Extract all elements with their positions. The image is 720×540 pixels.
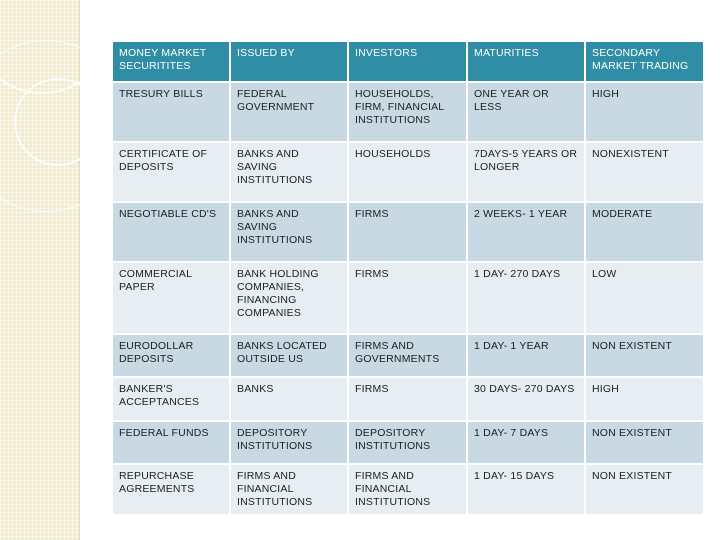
table-cell: 1 DAY- 270 DAYS: [468, 263, 584, 333]
table-cell: FIRMS AND FINANCIAL INSTITUTIONS: [349, 465, 466, 514]
table-row: [113, 83, 703, 141]
table-cell: FEDERAL GOVERNMENT: [231, 83, 347, 141]
table-cell: HOUSEHOLDS, FIRM, FINANCIAL INSTITUTIONS: [349, 83, 466, 141]
table-cell: BANKS LOCATED OUTSIDE US: [231, 335, 347, 376]
table-cell: 1 DAY- 1 YEAR: [468, 335, 584, 376]
table-cell: FIRMS: [349, 203, 466, 261]
table-cell: DEPOSITORY INSTITUTIONS: [231, 422, 347, 463]
column-header: MATURITIES: [468, 42, 584, 81]
table-cell: NON EXISTENT: [586, 335, 703, 376]
table-cell: BANKS AND SAVING INSTITUTIONS: [231, 203, 347, 261]
table-row: [113, 422, 703, 463]
table-cell: FIRMS AND GOVERNMENTS: [349, 335, 466, 376]
table-cell: COMMERCIAL PAPER: [113, 263, 229, 333]
table-cell: FIRMS: [349, 378, 466, 420]
table-cell: 30 DAYS- 270 DAYS: [468, 378, 584, 420]
table-cell: HIGH: [586, 83, 703, 141]
table-cell: REPURCHASE AGREEMENTS: [113, 465, 229, 514]
table-cell: LOW: [586, 263, 703, 333]
column-header: SECONDARY MARKET TRADING: [586, 42, 703, 81]
table-cell: NONEXISTENT: [586, 143, 703, 201]
table-row: [113, 143, 703, 201]
table-cell: BANK HOLDING COMPANIES, FINANCING COMPANIES: [231, 263, 347, 333]
decorative-side-panel: [0, 0, 80, 540]
table-cell: TRESURY BILLS: [113, 83, 229, 141]
table-cell: BANKS: [231, 378, 347, 420]
table-row: [113, 263, 703, 333]
table-header-row: [113, 42, 703, 81]
column-header: INVESTORS: [349, 42, 466, 81]
table-cell: 1 DAY- 7 DAYS: [468, 422, 584, 463]
table-cell: FIRMS: [349, 263, 466, 333]
table-cell: EURODOLLAR DEPOSITS: [113, 335, 229, 376]
table-cell: HOUSEHOLDS: [349, 143, 466, 201]
table-row: [113, 335, 703, 376]
table-row: [113, 378, 703, 420]
table-cell: FIRMS AND FINANCIAL INSTITUTIONS: [231, 465, 347, 514]
decorative-circle: [14, 78, 102, 166]
table-row: [113, 203, 703, 261]
table-row: [113, 465, 703, 514]
table-cell: 2 WEEKS- 1 YEAR: [468, 203, 584, 261]
table-cell: MODERATE: [586, 203, 703, 261]
table-cell: FEDERAL FUNDS: [113, 422, 229, 463]
table-cell: DEPOSITORY INSTITUTIONS: [349, 422, 466, 463]
money-market-table: [111, 40, 705, 516]
column-header: ISSUED BY: [231, 42, 347, 81]
table-cell: NEGOTIABLE CD'S: [113, 203, 229, 261]
table-cell: ONE YEAR OR LESS: [468, 83, 584, 141]
table-cell: 7DAYS-5 YEARS OR LONGER: [468, 143, 584, 201]
table-cell: CERTIFICATE OF DEPOSITS: [113, 143, 229, 201]
column-header: MONEY MARKET SECURITITES: [113, 42, 229, 81]
table-cell: NON EXISTENT: [586, 422, 703, 463]
table-cell: BANKER'S ACCEPTANCES: [113, 378, 229, 420]
table-cell: NON EXISTENT: [586, 465, 703, 514]
table-cell: BANKS AND SAVING INSTITUTIONS: [231, 143, 347, 201]
table-cell: 1 DAY- 15 DAYS: [468, 465, 584, 514]
table-cell: HIGH: [586, 378, 703, 420]
